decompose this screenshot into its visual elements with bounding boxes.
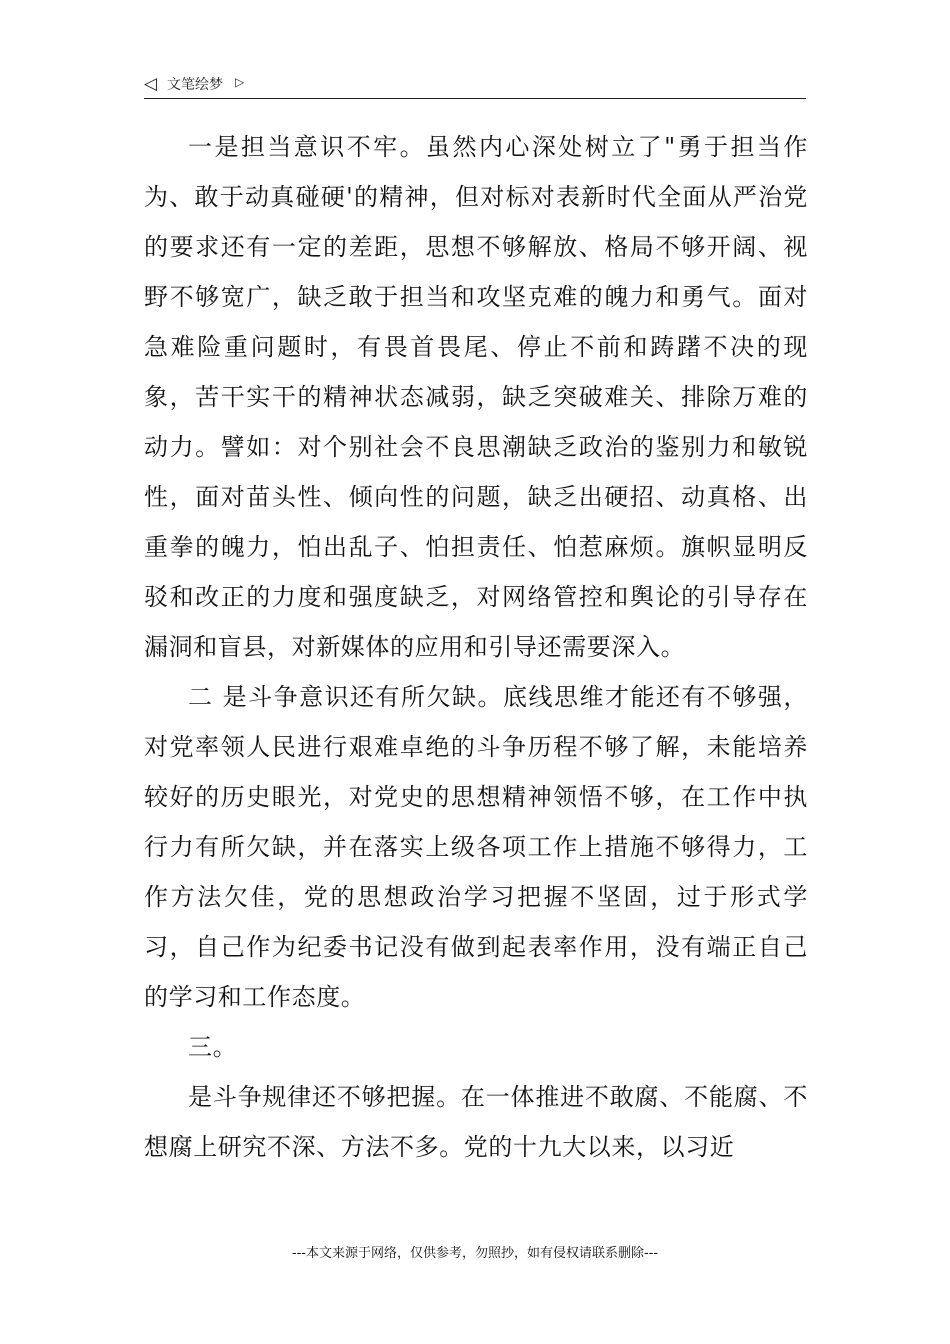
footer-disclaimer: ---本文来源于网络，仅供参考，勿照抄，如有侵权请联系删除--- bbox=[291, 1246, 659, 1261]
document-body bbox=[144, 122, 808, 1172]
paragraph-1: 一是担当意识不牢。虽然内心深处树立了"勇于担当作为、敢于动真碰硬'的精神，但对标对表新时代全面从严治党的要求还有一定的差距，思想不够解放、格局不够开阔、视野不够宽广，缺乏敢于担当和攻坚克难的魄力和勇气。面对急难险重问题时，有畏首畏尾、停止不前和踌躇不决的现象，苦干实干的精神状态减弱，缺乏突破难关、排除万难的动力。譬如：对个别社会不良思潮缺乏政治的鉴别力和敏锐 性，面对苗头性、倾向性的问题，缺乏出硬招、动真格、出重拳的魄力，怕出乱子、怕担责任、怕惹麻烦。旗帜显明反驳和改正的力度和强度缺乏，对网络管控和舆论的引导存在漏洞和盲县，对新媒体的应用和引导还需要深入。 bbox=[144, 133, 808, 661]
header-title: 文笔绘梦 bbox=[167, 77, 223, 93]
page-header bbox=[144, 72, 806, 99]
right-triangle-icon: ▷ bbox=[235, 75, 245, 89]
paragraph-3: 三。 bbox=[188, 1033, 238, 1061]
paragraph-4: 是斗争规律还不够把握。在一体推进不敢腐、不能腐、不想腐上研究不深、方法不多。党的十九大以来，以习近 bbox=[144, 1083, 808, 1161]
left-triangle-icon: ◁ bbox=[144, 74, 158, 94]
paragraph-2: 二 是斗争意识还有所欠缺。底线思维才能还有不够强，对党率领人民进行艰难卓绝的斗争历程不够了解，未能培养较好的历史眼光，对党史的思想精神领悟不够，在工作中执行力有所欠缺，并在落实上级各项工作上措施不够得力，工作方法欠佳，党的思想政治学习把握不坚固，过于形式学习，自己作为纪委书记没有做到起表率作用，没有端正自己的学习和工作态度。 bbox=[144, 683, 808, 1011]
